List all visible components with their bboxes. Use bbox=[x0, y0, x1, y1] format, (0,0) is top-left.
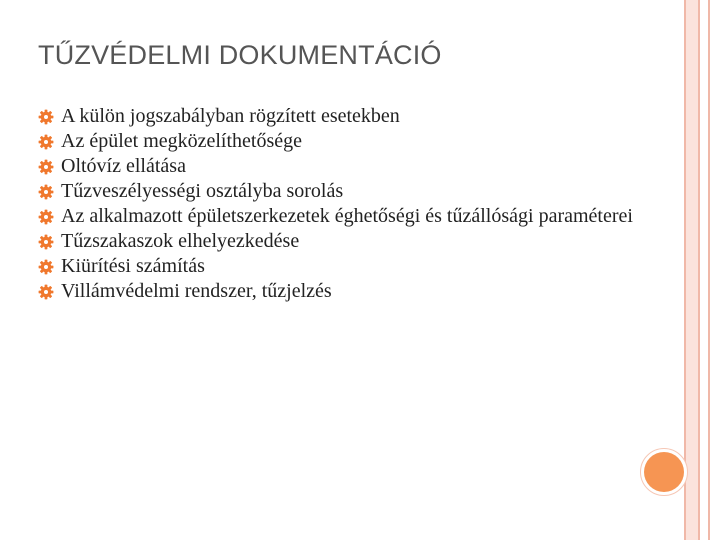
gear-icon bbox=[38, 234, 54, 250]
gear-icon bbox=[38, 109, 54, 125]
bullet-text: Villámvédelmi rendszer, tűzjelzés bbox=[61, 280, 332, 302]
bullet-text: Tűzveszélyességi osztályba sorolás bbox=[61, 180, 344, 202]
bullet-item bbox=[38, 229, 658, 254]
bullet-item bbox=[38, 129, 658, 154]
bullet-text: Tűzszakaszok elhelyezkedése bbox=[61, 230, 300, 252]
decorative-circle bbox=[644, 452, 684, 492]
gear-icon bbox=[38, 134, 54, 150]
bullet-text: Az alkalmazott épületszerkezetek éghetőségi és tűzállósági paraméterei bbox=[61, 205, 633, 227]
bullet-item bbox=[38, 104, 658, 129]
gear-icon bbox=[38, 259, 54, 275]
bullet-text: Oltóvíz ellátása bbox=[61, 155, 186, 177]
bullet-item bbox=[38, 279, 658, 304]
gear-icon bbox=[38, 209, 54, 225]
bullet-text: Kiürítési számítás bbox=[61, 255, 205, 277]
bullet-text: A külön jogszabályban rögzített esetekben bbox=[61, 105, 400, 127]
bullet-list bbox=[38, 104, 658, 304]
bullet-text: Az épület megközelíthetősége bbox=[61, 130, 303, 152]
slide-title: TŰZVÉDELMI DOKUMENTÁCIÓ bbox=[38, 40, 442, 70]
bullet-item bbox=[38, 179, 658, 204]
bullet-item bbox=[38, 204, 658, 229]
bullet-item bbox=[38, 254, 658, 279]
gear-icon bbox=[38, 184, 54, 200]
bullet-item bbox=[38, 154, 658, 179]
gear-icon bbox=[38, 284, 54, 300]
gear-icon bbox=[38, 159, 54, 175]
